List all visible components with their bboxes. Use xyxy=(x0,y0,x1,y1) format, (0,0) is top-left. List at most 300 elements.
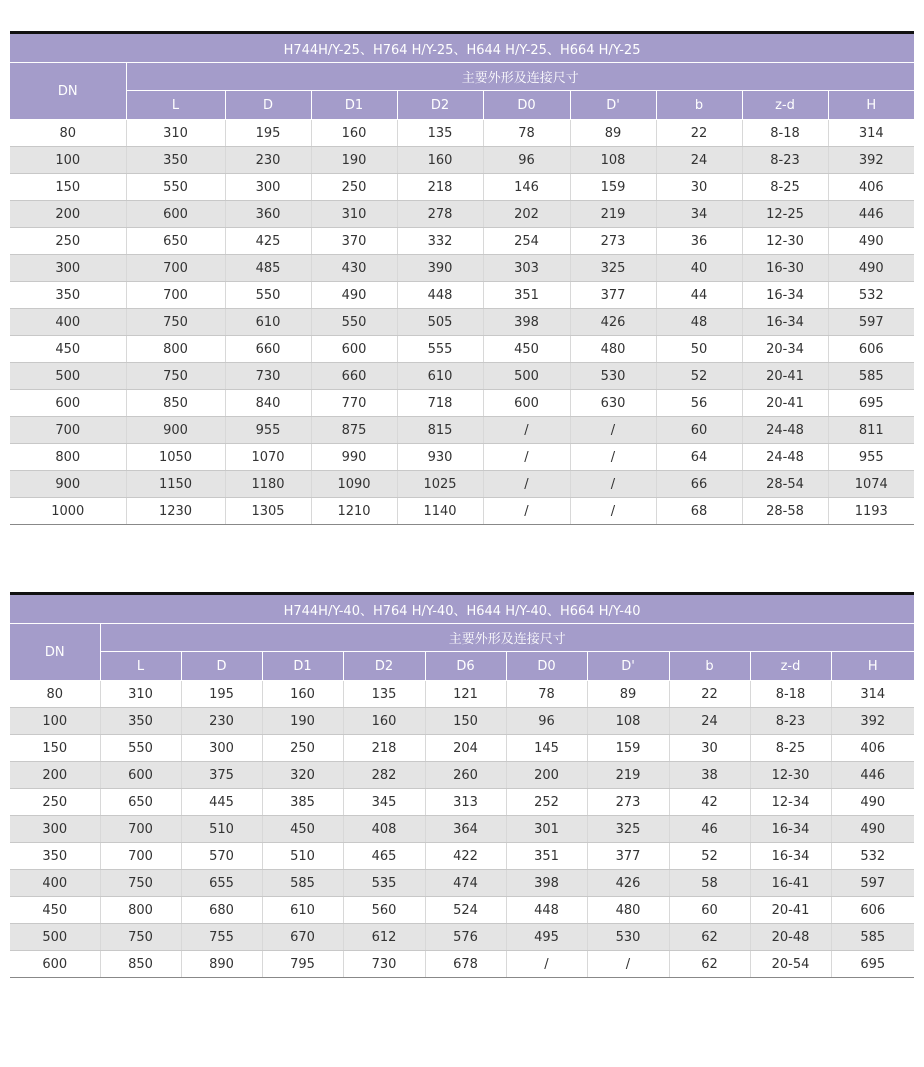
table-cell: 89 xyxy=(570,120,656,147)
table-cell: 445 xyxy=(181,789,262,816)
table-cell: 16-34 xyxy=(742,309,828,336)
table-cell: 890 xyxy=(181,951,262,978)
table-cell: 755 xyxy=(181,924,262,951)
table-cell: 1050 xyxy=(126,444,225,471)
table-cell: 955 xyxy=(225,417,311,444)
table-cell: 585 xyxy=(831,924,914,951)
table-row xyxy=(10,708,914,735)
table-cell: 650 xyxy=(126,228,225,255)
table-cell: 310 xyxy=(126,120,225,147)
table-row xyxy=(10,681,914,708)
column-header: D xyxy=(225,91,311,120)
table-row xyxy=(10,816,914,843)
table-row xyxy=(10,735,914,762)
table-cell: 78 xyxy=(506,681,587,708)
column-header: b xyxy=(656,91,742,120)
dn-cell: 250 xyxy=(10,228,126,255)
table-cell: 68 xyxy=(656,498,742,525)
dn-cell: 150 xyxy=(10,735,100,762)
table-cell: 524 xyxy=(425,897,506,924)
table-cell: 273 xyxy=(587,789,669,816)
table-cell: 600 xyxy=(483,390,570,417)
column-header: L xyxy=(100,652,181,681)
table-cell: 219 xyxy=(570,201,656,228)
table-cell: 320 xyxy=(262,762,343,789)
table-cell: 446 xyxy=(831,762,914,789)
table-cell: 96 xyxy=(506,708,587,735)
table-row xyxy=(10,228,914,255)
table-cell: 20-41 xyxy=(750,897,831,924)
table-cell: 375 xyxy=(181,762,262,789)
table-cell: 490 xyxy=(831,789,914,816)
column-header: z-d xyxy=(742,91,828,120)
dn-cell: 600 xyxy=(10,390,126,417)
dn-cell: 400 xyxy=(10,309,126,336)
table-row xyxy=(10,897,914,924)
table-cell: 385 xyxy=(262,789,343,816)
column-header: D2 xyxy=(343,652,425,681)
dimension-table-pn40 xyxy=(10,592,914,978)
table-cell: 655 xyxy=(181,870,262,897)
table-cell: 195 xyxy=(181,681,262,708)
table-cell: 310 xyxy=(311,201,397,228)
table-cell: 1090 xyxy=(311,471,397,498)
table-cell: 1230 xyxy=(126,498,225,525)
dn-cell: 900 xyxy=(10,471,126,498)
table-cell: 282 xyxy=(343,762,425,789)
table-cell: 1305 xyxy=(225,498,311,525)
table-cell: 700 xyxy=(100,816,181,843)
dn-cell: 500 xyxy=(10,363,126,390)
table-cell: 530 xyxy=(587,924,669,951)
table-cell: 610 xyxy=(397,363,483,390)
table-row xyxy=(10,282,914,309)
table-cell: 12-34 xyxy=(750,789,831,816)
dn-cell: 80 xyxy=(10,681,100,708)
table-cell: 204 xyxy=(425,735,506,762)
table-cell: 40 xyxy=(656,255,742,282)
table-cell: 1074 xyxy=(828,471,914,498)
dn-cell: 300 xyxy=(10,255,126,282)
table-cell: 250 xyxy=(311,174,397,201)
table-cell: 448 xyxy=(397,282,483,309)
table-cell: 218 xyxy=(397,174,483,201)
table-cell: 795 xyxy=(262,951,343,978)
dn-cell: 400 xyxy=(10,870,100,897)
table-cell: / xyxy=(587,951,669,978)
table-cell: 377 xyxy=(587,843,669,870)
table-cell: 600 xyxy=(311,336,397,363)
table-cell: 325 xyxy=(570,255,656,282)
table-row xyxy=(10,390,914,417)
table-cell: 680 xyxy=(181,897,262,924)
table-cell: 146 xyxy=(483,174,570,201)
table-cell: 351 xyxy=(506,843,587,870)
table-cell: 250 xyxy=(262,735,343,762)
table-cell: 78 xyxy=(483,120,570,147)
table-cell: 360 xyxy=(225,201,311,228)
table-cell: 510 xyxy=(262,843,343,870)
table-cell: 89 xyxy=(587,681,669,708)
table-cell: 550 xyxy=(126,174,225,201)
table-cell: 48 xyxy=(656,309,742,336)
table-cell: 160 xyxy=(311,120,397,147)
table-cell: 313 xyxy=(425,789,506,816)
table-cell: 1210 xyxy=(311,498,397,525)
dn-cell: 150 xyxy=(10,174,126,201)
table-cell: 22 xyxy=(669,681,750,708)
table-cell: 446 xyxy=(828,201,914,228)
table-cell: 576 xyxy=(425,924,506,951)
table-cell: 20-41 xyxy=(742,363,828,390)
table-pn25 xyxy=(10,34,914,525)
table-cell: / xyxy=(483,498,570,525)
table-cell: 50 xyxy=(656,336,742,363)
table-cell: 20-54 xyxy=(750,951,831,978)
table-cell: 300 xyxy=(181,735,262,762)
table-cell: 66 xyxy=(656,471,742,498)
table-cell: 12-30 xyxy=(750,762,831,789)
table-cell: 219 xyxy=(587,762,669,789)
table-cell: 145 xyxy=(506,735,587,762)
table-cell: 990 xyxy=(311,444,397,471)
table-cell: 20-41 xyxy=(742,390,828,417)
table-cell: / xyxy=(570,417,656,444)
table-cell: 332 xyxy=(397,228,483,255)
table-cell: 408 xyxy=(343,816,425,843)
table-cell: 28-54 xyxy=(742,471,828,498)
column-header: D0 xyxy=(506,652,587,681)
table-cell: 535 xyxy=(343,870,425,897)
column-header: b xyxy=(669,652,750,681)
table-cell: 606 xyxy=(831,897,914,924)
table-cell: 16-34 xyxy=(742,282,828,309)
table-cell: 585 xyxy=(262,870,343,897)
table-cell: 159 xyxy=(587,735,669,762)
table-row xyxy=(10,789,914,816)
group-header: 主要外形及连接尺寸 xyxy=(126,63,914,91)
table-cell: 160 xyxy=(343,708,425,735)
table-cell: 34 xyxy=(656,201,742,228)
table-cell: 480 xyxy=(587,897,669,924)
table-cell: / xyxy=(483,471,570,498)
table-cell: 351 xyxy=(483,282,570,309)
table-cell: 465 xyxy=(343,843,425,870)
column-header: H xyxy=(828,91,914,120)
table-row xyxy=(10,255,914,282)
dn-cell: 450 xyxy=(10,336,126,363)
table-cell: 160 xyxy=(262,681,343,708)
dn-cell: 80 xyxy=(10,120,126,147)
table-cell: 700 xyxy=(126,282,225,309)
table-cell: 252 xyxy=(506,789,587,816)
table-cell: 450 xyxy=(483,336,570,363)
table-cell: 448 xyxy=(506,897,587,924)
table-cell: 202 xyxy=(483,201,570,228)
table-cell: 30 xyxy=(669,735,750,762)
dn-header: DN xyxy=(10,63,126,120)
table-cell: 195 xyxy=(225,120,311,147)
table-row xyxy=(10,444,914,471)
table-cell: 570 xyxy=(181,843,262,870)
table-cell: 135 xyxy=(343,681,425,708)
table-cell: 8-23 xyxy=(750,708,831,735)
table-cell: 254 xyxy=(483,228,570,255)
table-cell: 597 xyxy=(828,309,914,336)
table-pn40 xyxy=(10,595,914,978)
table-cell: 490 xyxy=(831,816,914,843)
table-cell: 16-34 xyxy=(750,816,831,843)
column-header: D' xyxy=(570,91,656,120)
table-cell: 450 xyxy=(262,816,343,843)
dn-cell: 450 xyxy=(10,897,100,924)
table-cell: 1180 xyxy=(225,471,311,498)
table-cell: 392 xyxy=(831,708,914,735)
column-header: D1 xyxy=(311,91,397,120)
table-cell: 62 xyxy=(669,951,750,978)
dn-cell: 200 xyxy=(10,762,100,789)
table-cell: 678 xyxy=(425,951,506,978)
table-cell: 303 xyxy=(483,255,570,282)
table-cell: 12-30 xyxy=(742,228,828,255)
table-cell: 850 xyxy=(100,951,181,978)
dn-cell: 350 xyxy=(10,843,100,870)
table-row xyxy=(10,498,914,525)
table-cell: 398 xyxy=(506,870,587,897)
table-cell: 1150 xyxy=(126,471,225,498)
table-cell: 430 xyxy=(311,255,397,282)
table-cell: 1140 xyxy=(397,498,483,525)
table-cell: 700 xyxy=(126,255,225,282)
table-cell: 96 xyxy=(483,147,570,174)
table-cell: 750 xyxy=(126,309,225,336)
table-cell: 406 xyxy=(831,735,914,762)
table-cell: 730 xyxy=(343,951,425,978)
table-cell: 955 xyxy=(828,444,914,471)
dn-cell: 200 xyxy=(10,201,126,228)
table-cell: 30 xyxy=(656,174,742,201)
table-cell: 426 xyxy=(587,870,669,897)
column-header: L xyxy=(126,91,225,120)
table-cell: 58 xyxy=(669,870,750,897)
table-row xyxy=(10,471,914,498)
table-cell: 750 xyxy=(100,924,181,951)
table-cell: / xyxy=(570,471,656,498)
table-cell: 160 xyxy=(397,147,483,174)
table-cell: 218 xyxy=(343,735,425,762)
table-cell: / xyxy=(570,444,656,471)
table-row xyxy=(10,147,914,174)
table-cell: 56 xyxy=(656,390,742,417)
table-cell: 300 xyxy=(225,174,311,201)
table-cell: 422 xyxy=(425,843,506,870)
column-header: D6 xyxy=(425,652,506,681)
table-cell: 390 xyxy=(397,255,483,282)
table-cell: 190 xyxy=(311,147,397,174)
table-cell: 490 xyxy=(828,228,914,255)
table-cell: 850 xyxy=(126,390,225,417)
table-row xyxy=(10,924,914,951)
table-cell: 108 xyxy=(570,147,656,174)
table-cell: 392 xyxy=(828,147,914,174)
table-cell: 425 xyxy=(225,228,311,255)
table-cell: 585 xyxy=(828,363,914,390)
table-cell: 1025 xyxy=(397,471,483,498)
table-cell: 44 xyxy=(656,282,742,309)
table-row xyxy=(10,174,914,201)
table-body xyxy=(10,681,914,978)
table-cell: 718 xyxy=(397,390,483,417)
table-cell: 1193 xyxy=(828,498,914,525)
table-cell: 230 xyxy=(181,708,262,735)
table-cell: 190 xyxy=(262,708,343,735)
table-cell: 532 xyxy=(828,282,914,309)
column-header: D0 xyxy=(483,91,570,120)
dn-cell: 800 xyxy=(10,444,126,471)
table-cell: 550 xyxy=(100,735,181,762)
table-cell: 230 xyxy=(225,147,311,174)
table-cell: 875 xyxy=(311,417,397,444)
table-row xyxy=(10,843,914,870)
table-cell: / xyxy=(570,498,656,525)
table-title: H744H/Y-40、H764 H/Y-40、H644 H/Y-40、H664 H/Y-40 xyxy=(10,595,914,624)
table-cell: 490 xyxy=(828,255,914,282)
dn-cell: 100 xyxy=(10,147,126,174)
table-row xyxy=(10,309,914,336)
table-cell: 273 xyxy=(570,228,656,255)
dn-header: DN xyxy=(10,624,100,681)
table-cell: 52 xyxy=(656,363,742,390)
table-cell: 28-58 xyxy=(742,498,828,525)
table-cell: 150 xyxy=(425,708,506,735)
table-cell: 730 xyxy=(225,363,311,390)
table-cell: 8-23 xyxy=(742,147,828,174)
column-header: D1 xyxy=(262,652,343,681)
table-cell: 930 xyxy=(397,444,483,471)
table-cell: 301 xyxy=(506,816,587,843)
table-cell: 314 xyxy=(831,681,914,708)
table-cell: 532 xyxy=(831,843,914,870)
table-cell: 20-34 xyxy=(742,336,828,363)
table-cell: / xyxy=(506,951,587,978)
table-cell: 350 xyxy=(126,147,225,174)
table-cell: 52 xyxy=(669,843,750,870)
table-row xyxy=(10,120,914,147)
dn-cell: 500 xyxy=(10,924,100,951)
table-row xyxy=(10,336,914,363)
table-cell: 606 xyxy=(828,336,914,363)
table-cell: 314 xyxy=(828,120,914,147)
table-cell: 60 xyxy=(669,897,750,924)
dn-cell: 300 xyxy=(10,816,100,843)
table-cell: 811 xyxy=(828,417,914,444)
table-cell: 16-34 xyxy=(750,843,831,870)
group-header: 主要外形及连接尺寸 xyxy=(100,624,914,652)
table-cell: / xyxy=(483,417,570,444)
table-cell: 600 xyxy=(100,762,181,789)
table-cell: 278 xyxy=(397,201,483,228)
table-cell: 159 xyxy=(570,174,656,201)
table-cell: 670 xyxy=(262,924,343,951)
column-header: D xyxy=(181,652,262,681)
table-cell: 630 xyxy=(570,390,656,417)
table-cell: 900 xyxy=(126,417,225,444)
table-cell: 325 xyxy=(587,816,669,843)
table-body xyxy=(10,120,914,525)
table-cell: 64 xyxy=(656,444,742,471)
column-header: D2 xyxy=(397,91,483,120)
column-header: z-d xyxy=(750,652,831,681)
table-cell: 16-41 xyxy=(750,870,831,897)
table-cell: 38 xyxy=(669,762,750,789)
table-cell: 8-18 xyxy=(750,681,831,708)
table-cell: 8-25 xyxy=(750,735,831,762)
table-row xyxy=(10,363,914,390)
table-cell: 24-48 xyxy=(742,444,828,471)
table-cell: 60 xyxy=(656,417,742,444)
table-cell: 610 xyxy=(262,897,343,924)
table-cell: 310 xyxy=(100,681,181,708)
table-cell: 750 xyxy=(126,363,225,390)
table-cell: 24-48 xyxy=(742,417,828,444)
column-header: H xyxy=(831,652,914,681)
table-cell: 24 xyxy=(669,708,750,735)
table-cell: 36 xyxy=(656,228,742,255)
table-cell: 612 xyxy=(343,924,425,951)
table-row xyxy=(10,870,914,897)
table-cell: 530 xyxy=(570,363,656,390)
table-cell: 260 xyxy=(425,762,506,789)
table-cell: 505 xyxy=(397,309,483,336)
table-cell: 550 xyxy=(225,282,311,309)
table-cell: 600 xyxy=(126,201,225,228)
table-cell: 16-30 xyxy=(742,255,828,282)
dn-cell: 250 xyxy=(10,789,100,816)
table-cell: 1070 xyxy=(225,444,311,471)
table-cell: 62 xyxy=(669,924,750,951)
table-cell: 46 xyxy=(669,816,750,843)
table-cell: 135 xyxy=(397,120,483,147)
table-cell: 24 xyxy=(656,147,742,174)
table-cell: 597 xyxy=(831,870,914,897)
table-cell: 8-25 xyxy=(742,174,828,201)
table-cell: 660 xyxy=(225,336,311,363)
table-cell: 345 xyxy=(343,789,425,816)
dn-cell: 1000 xyxy=(10,498,126,525)
table-row xyxy=(10,201,914,228)
table-cell: 350 xyxy=(100,708,181,735)
column-header-row xyxy=(10,91,914,120)
table-cell: 555 xyxy=(397,336,483,363)
table-cell: 406 xyxy=(828,174,914,201)
table-cell: 660 xyxy=(311,363,397,390)
table-cell: 20-48 xyxy=(750,924,831,951)
table-cell: 22 xyxy=(656,120,742,147)
table-title: H744H/Y-25、H764 H/Y-25、H644 H/Y-25、H664 H/Y-25 xyxy=(10,34,914,63)
table-cell: 474 xyxy=(425,870,506,897)
table-cell: 108 xyxy=(587,708,669,735)
table-cell: 750 xyxy=(100,870,181,897)
table-cell: 377 xyxy=(570,282,656,309)
table-cell: 370 xyxy=(311,228,397,255)
table-row xyxy=(10,417,914,444)
table-cell: 490 xyxy=(311,282,397,309)
table-cell: 770 xyxy=(311,390,397,417)
dimension-table-pn25 xyxy=(10,31,914,525)
column-header: D' xyxy=(587,652,669,681)
dn-cell: 700 xyxy=(10,417,126,444)
table-row xyxy=(10,951,914,978)
